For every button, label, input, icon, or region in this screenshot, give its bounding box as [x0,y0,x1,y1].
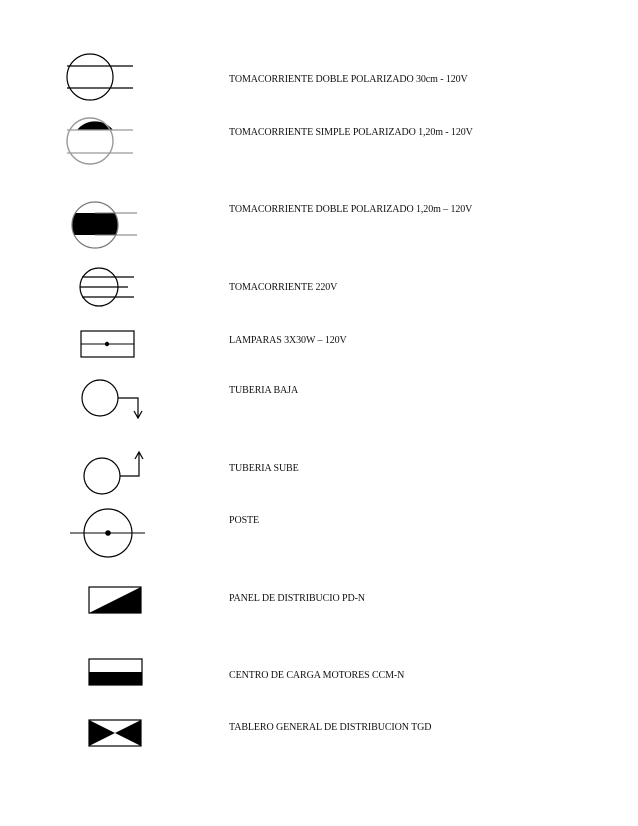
legend-label-outlet-single-120cm: TOMACORRIENTE SIMPLE POLARIZADO 1,20m - 120V [229,127,473,138]
legend-label-outlet-double-120cm: TOMACORRIENTE DOBLE POLARIZADO 1,20m – 120V [229,204,473,215]
outlet-double-polarized-high-icon [70,202,137,248]
distribution-panel-icon [89,587,141,613]
main-distribution-board-icon [89,720,141,746]
outlet-single-polarized-icon [67,118,133,164]
legend-label-lamps: LAMPARAS 3X30W – 120V [229,335,347,346]
outlet-double-polarized-icon [67,54,133,100]
motor-load-center-icon [89,659,142,685]
legend-label-main-board: TABLERO GENERAL DE DISTRIBUCION TGD [229,722,432,733]
legend-label-distribution-panel: PANEL DE DISTRIBUCIO PD-N [229,593,365,604]
outlet-220v-icon [80,268,134,306]
legend-label-outlet-double-30cm: TOMACORRIENTE DOBLE POLARIZADO 30cm - 120V [229,74,468,85]
conduit-up-icon [84,452,143,494]
lamp-fixture-icon [81,331,134,357]
pole-icon [70,509,145,557]
legend-label-motor-load-center: CENTRO DE CARGA MOTORES CCM-N [229,670,405,681]
legend-label-conduit-up: TUBERIA SUBE [229,463,299,474]
legend-label-pole: POSTE [229,515,260,526]
conduit-down-icon [82,380,142,418]
legend-label-conduit-down: TUBERIA BAJA [229,385,299,396]
legend-label-outlet-220v: TOMACORRIENTE 220V [229,282,338,293]
